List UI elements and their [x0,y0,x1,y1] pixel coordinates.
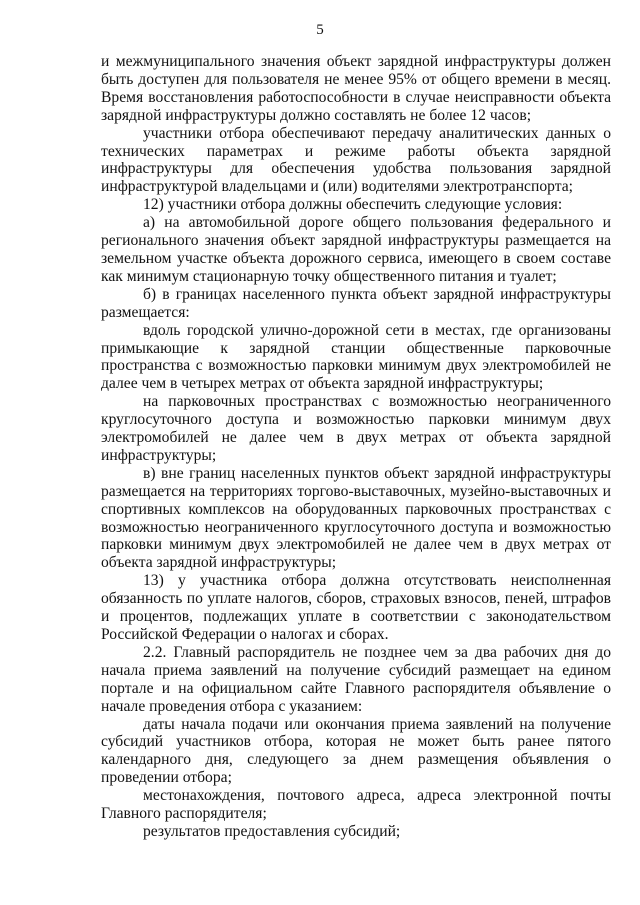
paragraph-location: местонахождения, почтового адреса, адреса электронной почты Главного распорядителя; [101,787,611,823]
document-body [101,53,611,841]
paragraph-item-13: 13) у участника отбора должна отсутствовать неисполненная обязанность по уплате налогов, сборов, страховых взносов, пеней, штрафов и процентов, подлежащих уплате в соответствии с законодательством Российской Федерации о налогах и сборах. [101,572,611,643]
paragraph-item-12a: а) на автомобильной дороге общего пользования федерального и регионального значения объект зарядной инфраструктуры размещается на земельном участке объекта дорожного сервиса, имеющего в своем составе как минимум стационарную точку общественного питания и туалет; [101,214,611,285]
paragraph-dates: даты начала подачи или окончания приема заявлений на получение субсидий участников отбора, которая не может быть ранее пятого календарного дня, следующего за днем размещения объявления о проведении отбора; [101,715,611,787]
paragraph-availability: и межмуниципального значения объект зарядной инфраструктуры должен быть доступен для пользователя не менее 95% от общего времени в месяц. Время восстановления работоспособности в случае неисправности объекта зарядной инфраструктуры должно составлять не более 12 часов; [101,53,611,124]
paragraph-analytics: участники отбора обеспечивают передачу аналитических данных о технических параметрах и режиме работы объекта зарядной инфраструктуры для обеспечения удобства пользования зарядной инфраструктурой владельцами и (или) водителями электротранспорта; [101,124,611,196]
paragraph-item-12v: в) вне границ населенных пунктов объект зарядной инфраструктуры размещается на территориях торгово-выставочных, музейно-выставочных и спортивных комплексов на оборудованных парковочных пространствах с возможностью неограниченного круглосуточного доступа и возможностью парковки минимум двух электромобилей не далее чем в двух метрах от объекта зарядной инфраструктуры; [101,464,611,572]
paragraph-parking-spaces: на парковочных пространствах с возможностью неограниченного круглосуточного доступа и возможностью парковки минимум двух электромобилей не далее чем в двух метрах от объекта зарядной инфраструктуры; [101,393,611,464]
paragraph-item-12b: б) в границах населенного пункта объект зарядной инфраструктуры размещается: [101,285,611,321]
paragraph-street-network: вдоль городской улично-дорожной сети в местах, где организованы примыкающие к зарядной станции общественные парковочные пространства с возможностью парковки минимум двух электромобилей не далее чем в четырех метрах от объекта зарядной инфраструктуры; [101,321,611,393]
paragraph-results: результатов предоставления субсидий; [143,822,401,840]
paragraph-section-2-2: 2.2. Главный распорядитель не позднее чем за два рабочих дня до начала приема заявлений на получение субсидий размещает на едином портале и на официальном сайте Главного распорядителя объявление о начале проведения отбора с указанием: [101,643,611,715]
paragraph-item-12: 12) участники отбора должны обеспечить следующие условия: [143,196,563,214]
page-number: 5 [316,22,324,38]
